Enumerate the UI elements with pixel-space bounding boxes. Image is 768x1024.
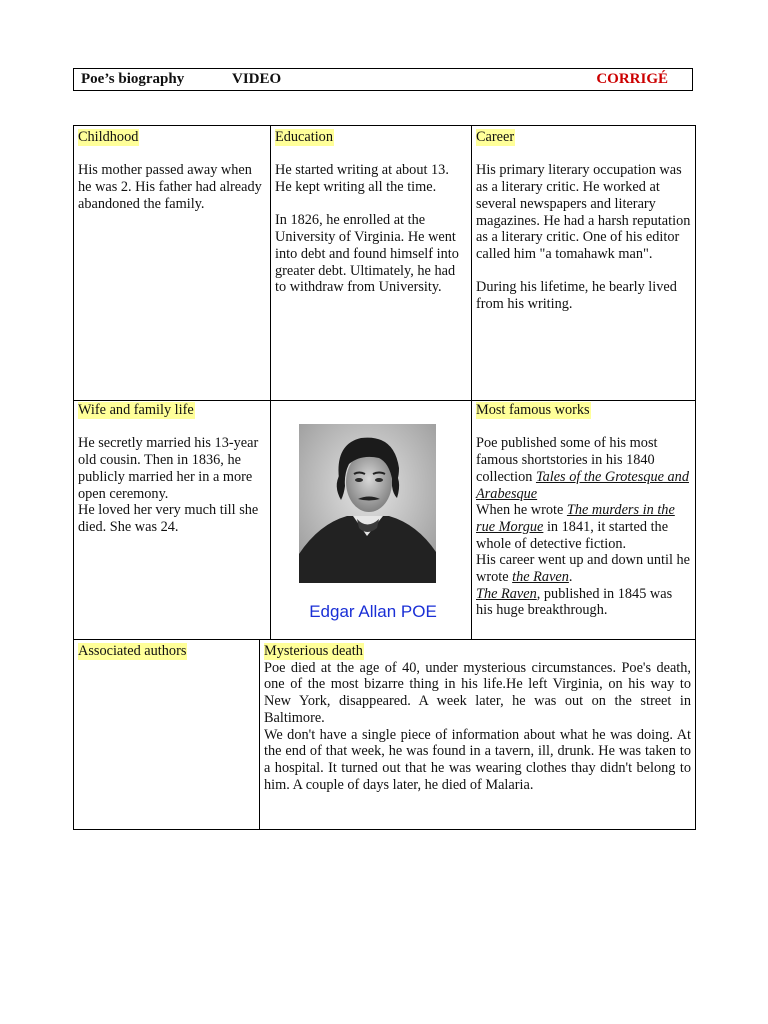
works-sentence-4 [476,586,691,619]
works-sentence-2-text: When he wrote [476,502,567,519]
tales-title: Tales of the Grotesque and Arabesque [476,468,689,502]
education-paragraph-1: He started writing at about 13. He kept writing all the time. [275,162,449,196]
header-bar [73,68,693,91]
death-heading: Mysterious death [264,643,363,659]
childhood-cell [74,126,270,216]
education-cell [271,126,471,299]
works-sentence-3-rest: . [568,569,573,586]
career-paragraph-1: His primary literary occupation was as a literary critic. He worked at several newspapers and literary magazines. He had a harsh reputation as a literary critic. One of his editor called him "a tomahawk man". [476,162,691,262]
death-cell [260,640,695,796]
works-sentence-1 [476,435,691,502]
video-label: VIDEO [232,71,282,87]
associated-cell [74,640,259,663]
death-paragraph-2: We don't have a single piece of information about what he was doing. At the end of that week, he was found in a tavern, ill, drunk. He was taken to a hospital. It turned out that he was wearing clothes thay didn't belong to him. A couple of days later, he died of Malaria. [264,726,691,793]
education-heading: Education [275,129,333,145]
career-heading: Career [476,129,515,145]
works-sentence-2 [476,502,691,552]
works-sentence-1-text: Poe published some of his most famous shortstories in his 1840 collection [476,435,658,485]
works-sentence-3 [476,552,691,585]
childhood-heading: Childhood [78,129,139,145]
raven-title: the Raven [512,569,569,586]
works-sentence-2-rest: in 1841, it started the whole of detective fiction. [476,518,669,552]
portrait-caption: Edgar Allan POE [309,602,437,621]
education-paragraph-2: In 1826, he enrolled at the University of Virginia. He went into debt and found himself into greater debt. Ultimately, he had to withdraw from University. [275,212,459,296]
works-heading: Most famous works [476,402,590,418]
murders-title: The murders in the rue Morgue [476,502,675,535]
corrige-label: CORRIGÉ [596,71,668,87]
death-paragraph-1: Poe died at the age of 40, under mysterious circumstances. Poe's death, one of the most bizarre thing in his life.He left Virginia, on his way to New York, disappeared. A week later, he was out on the street in Baltimore. [264,659,691,726]
poe-portrait-image [299,424,436,583]
wife-heading: Wife and family life [78,402,194,418]
career-cell [472,126,695,316]
raven-title-2: The Raven [476,585,537,602]
works-sentence-4-rest: , published in 1845 was his huge breakthrough. [476,585,673,619]
portrait-illustration [299,424,436,583]
career-paragraph-2: During his lifetime, he bearly lived from his writing. [476,279,677,312]
childhood-text: His mother passed away when he was 2. His father had already abandoned the family. [78,162,262,212]
wife-cell [74,399,270,539]
works-cell [472,399,695,622]
associated-heading: Associated authors [78,643,187,659]
wife-paragraph-1: He secretly married his 13-year old cousin. Then in 1836, he publicly married her in a more open ceremony. [78,435,259,502]
works-sentence-3-text: His career went up and down until he wrote [476,552,690,586]
wife-paragraph-2: He loved her very much till she died. She was 24. [78,502,259,535]
document-title: Poe’s biography [81,71,185,87]
